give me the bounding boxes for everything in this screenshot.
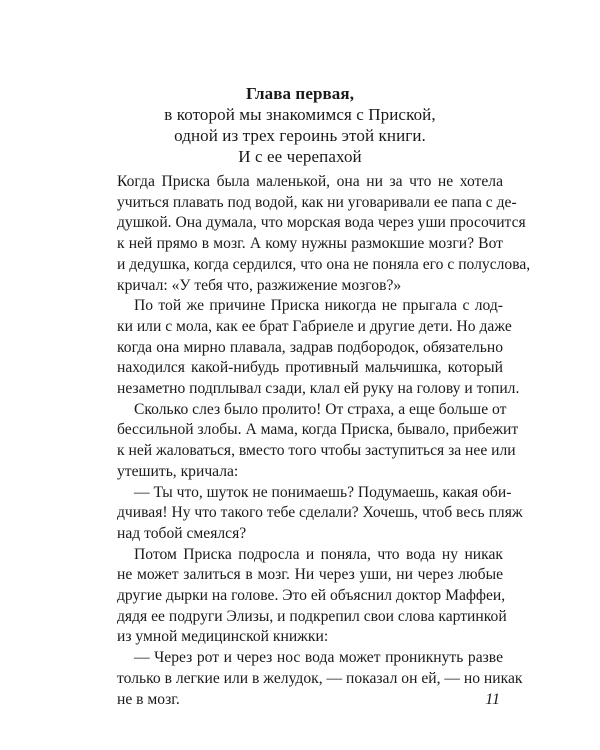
chapter-subtitle-line-2: одной из трех героинь этой книги. xyxy=(174,126,426,145)
chapter-subtitle-line-3: И с ее черепахой xyxy=(238,147,362,166)
page-number: 11 xyxy=(485,691,500,708)
text-line: к ней прямо в мозг. А кому нужны размокшие мозги? Вот xyxy=(117,235,503,253)
text-line: из умной медицинской книжки: xyxy=(117,628,329,646)
chapter-title: Глава первая, xyxy=(245,84,355,103)
text-line: дядя ее подруги Элизы, и подкрепил свои слова картинкой xyxy=(117,607,507,625)
paragraph-3 xyxy=(117,400,519,483)
text-line: к ней жаловаться, вместо того чтобы заступиться за нее или xyxy=(117,442,516,460)
text-line: когда она мирно плавала, задрав подбородок, обязательно xyxy=(117,338,503,356)
body-text xyxy=(117,172,531,710)
text-line: — Ты что, шуток не понимаешь? Подумаешь, какая оби- xyxy=(134,483,512,501)
paragraph-1 xyxy=(117,172,531,296)
paragraph-5 xyxy=(117,545,507,649)
text-line: Потом Приска подросла и поняла, что вода ну никак xyxy=(134,545,503,563)
text-line: утешить, кричала: xyxy=(117,462,239,480)
paragraph-4 xyxy=(117,483,523,545)
text-line: кричал: «У тебя что, разжижение мозгов?» xyxy=(117,276,402,294)
text-line: другие дырки на голове. Это ей объяснил доктор Маффеи, xyxy=(117,587,506,605)
text-line: Сколько слез было пролито! От страха, а еще больше от xyxy=(134,400,507,418)
text-line: душкой. Она думала, что морская вода через уши просочится xyxy=(117,214,526,232)
text-line: находился какой-нибудь противный мальчишка, который xyxy=(117,359,503,377)
text-line: только в легкие или в желудок, — показал он ей, — но никак xyxy=(117,669,523,687)
text-line: — Через рот и через нос вода может проникнуть разве xyxy=(134,649,503,667)
text-line: и дедушка, когда сердился, что она не поняла его с полуслова, xyxy=(117,255,531,273)
text-line: над тобой смеялся? xyxy=(117,524,247,542)
text-line: не в мозг. xyxy=(117,690,180,708)
text-line: учиться плавать под водой, как ни уговаривали ее папа с де- xyxy=(117,193,517,211)
paragraph-6 xyxy=(117,648,523,710)
text-line: бессильной злобы. А мама, когда Приска, бывало, прибежит xyxy=(117,421,519,439)
text-line: дчивая! Ну что такого тебе сделали? Хочешь, чтоб весь пляж xyxy=(117,504,523,522)
chapter-heading xyxy=(100,83,500,167)
text-line: не может залиться в мозг. Ни через уши, ни через любые xyxy=(117,566,503,584)
chapter-subtitle-line-1: в которой мы знакомимся с Приской, xyxy=(164,105,436,124)
text-line: ки или с мола, как ее брат Габриеле и другие дети. Но даже xyxy=(117,317,512,335)
text-line: незаметно подплывал сзади, клал ей руку на голову и топил. xyxy=(117,380,520,398)
text-line: Когда Приска была маленькой, она ни за что не хотела xyxy=(117,173,503,190)
text-line: По той же причине Приска никогда не прыгала с лод- xyxy=(134,297,503,315)
paragraph-2 xyxy=(117,296,520,400)
